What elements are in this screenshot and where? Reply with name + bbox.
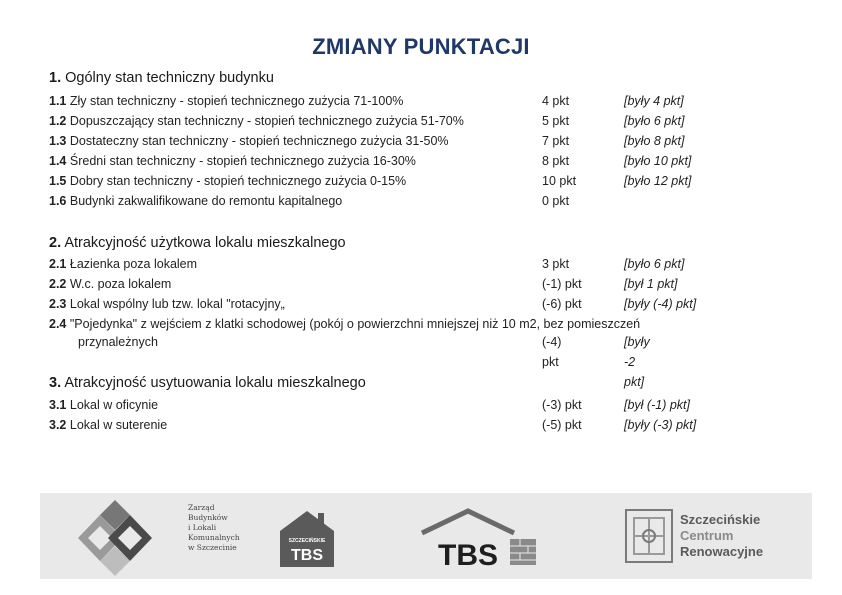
row-label: Lokal w suterenie <box>69 418 168 432</box>
svg-text:TBS: TBS <box>291 547 323 564</box>
section-3-heading <box>49 375 366 391</box>
row-previous: [było 12 pkt] <box>624 174 692 188</box>
table-row <box>49 254 685 274</box>
row-previous: [były -2 pkt] <box>624 335 650 389</box>
table-row <box>49 415 697 435</box>
zbilk-logo <box>70 493 240 579</box>
row-number: 3.2 <box>49 418 67 432</box>
row-previous: [był 1 pkt] <box>624 277 678 291</box>
row-points: (-3) pkt <box>542 398 582 412</box>
row-previous: [było 6 pkt] <box>624 257 685 271</box>
scr-emblem-icon <box>620 493 676 579</box>
zbilk-name: Zarząd Budynków i Lokali Komunalnych w Szczecinie <box>188 503 240 552</box>
row-points: 3 pkt <box>542 257 570 271</box>
table-row <box>49 171 692 191</box>
zbilk-emblem-icon <box>70 493 160 579</box>
table-row <box>49 395 690 415</box>
table-row <box>49 91 684 111</box>
row-label: Łazienka poza lokalem <box>69 257 198 271</box>
scr-name: Szczecińskie Centrum Renowacyjne <box>680 512 764 559</box>
row-previous: [był (-1) pkt] <box>624 398 690 412</box>
row-points: (-6) pkt <box>542 297 582 311</box>
section-1-heading <box>49 70 274 86</box>
row-number: 2.4 <box>49 317 67 331</box>
row-label: Budynki zakwalifikowane do remontu kapitalnego <box>69 194 343 208</box>
row-label-continuation: przynależnych <box>78 335 158 349</box>
table-row <box>49 131 685 151</box>
tbs-roof-icon <box>420 507 540 569</box>
row-number: 2.2 <box>49 277 67 291</box>
row-points: (-1) pkt <box>542 277 582 291</box>
table-row <box>49 294 697 314</box>
row-label: W.c. poza lokalem <box>69 277 172 291</box>
row-previous: [było 6 pkt] <box>624 114 685 128</box>
page-title: ZMIANY PUNKTACJI <box>312 34 530 59</box>
row-previous: [były 4 pkt] <box>624 94 684 108</box>
row-points: 8 pkt <box>542 154 570 168</box>
row-number: 3.1 <box>49 398 67 412</box>
row-label: Dobry stan techniczny - stopień technicznego zużycia 0-15% <box>69 174 407 188</box>
row-number: 1.3 <box>49 134 67 148</box>
row-points: 10 pkt <box>542 174 577 188</box>
row-points: 4 pkt <box>542 94 570 108</box>
row-label: "Pojedynka" z wejściem z klatki schodowej (pokój o powierzchni mniejszej niż 10 m2, bez pomieszczeń <box>69 317 641 331</box>
row-previous: [było 8 pkt] <box>624 134 685 148</box>
row-number: 1.1 <box>49 94 67 108</box>
row-number: 1.2 <box>49 114 67 128</box>
table-row <box>49 151 692 171</box>
row-previous: [były (-4) pkt] <box>624 297 697 311</box>
row-number: 2.3 <box>49 297 67 311</box>
scr-logo <box>620 493 810 579</box>
row-previous: [były (-3) pkt] <box>624 418 697 432</box>
tbs-logo <box>420 507 540 569</box>
table-row <box>49 111 685 131</box>
table-row <box>49 274 678 294</box>
table-row <box>49 191 570 211</box>
row-points: 0 pkt <box>542 194 570 208</box>
table-row <box>49 314 640 334</box>
row-label: Dopuszczający stan techniczny - stopień technicznego zużycia 51-70% <box>69 114 464 128</box>
section-number: 1. <box>49 70 62 86</box>
row-label: Zły stan techniczny - stopień technicznego zużycia 71-100% <box>69 94 404 108</box>
szczecinskie-tbs-logo <box>278 509 336 569</box>
section-title: Ogólny stan techniczny budynku <box>65 70 274 86</box>
row-number: 1.6 <box>49 194 67 208</box>
row-points: (-4) pkt <box>542 335 562 369</box>
section-2-heading <box>49 235 346 251</box>
row-number: 2.1 <box>49 257 67 271</box>
row-previous: [było 10 pkt] <box>624 154 692 168</box>
section-title: Atrakcyjność usytuowania lokalu mieszkalnego <box>64 375 366 391</box>
svg-text:SZCZECIŃSKIE: SZCZECIŃSKIE <box>288 538 326 544</box>
section-number: 2. <box>49 235 62 251</box>
row-number: 1.5 <box>49 174 67 188</box>
row-label: Lokal wspólny lub tzw. lokal "rotacyjny„ <box>69 297 285 311</box>
row-number: 1.4 <box>49 154 67 168</box>
row-points: (-5) pkt <box>542 418 582 432</box>
row-points: 5 pkt <box>542 114 570 128</box>
row-label: Dostateczny stan techniczny - stopień technicznego zużycia 31-50% <box>69 134 449 148</box>
svg-text:TBS: TBS <box>438 539 498 569</box>
row-label: Średni stan techniczny - stopień technicznego zużycia 16-30% <box>69 154 416 168</box>
section-title: Atrakcyjność użytkowa lokalu mieszkalnego <box>64 235 346 251</box>
section-number: 3. <box>49 375 62 391</box>
tbs-house-icon <box>278 509 336 569</box>
footer-logos <box>40 493 812 579</box>
row-label: Lokal w oficynie <box>69 398 159 412</box>
row-points: 7 pkt <box>542 134 570 148</box>
